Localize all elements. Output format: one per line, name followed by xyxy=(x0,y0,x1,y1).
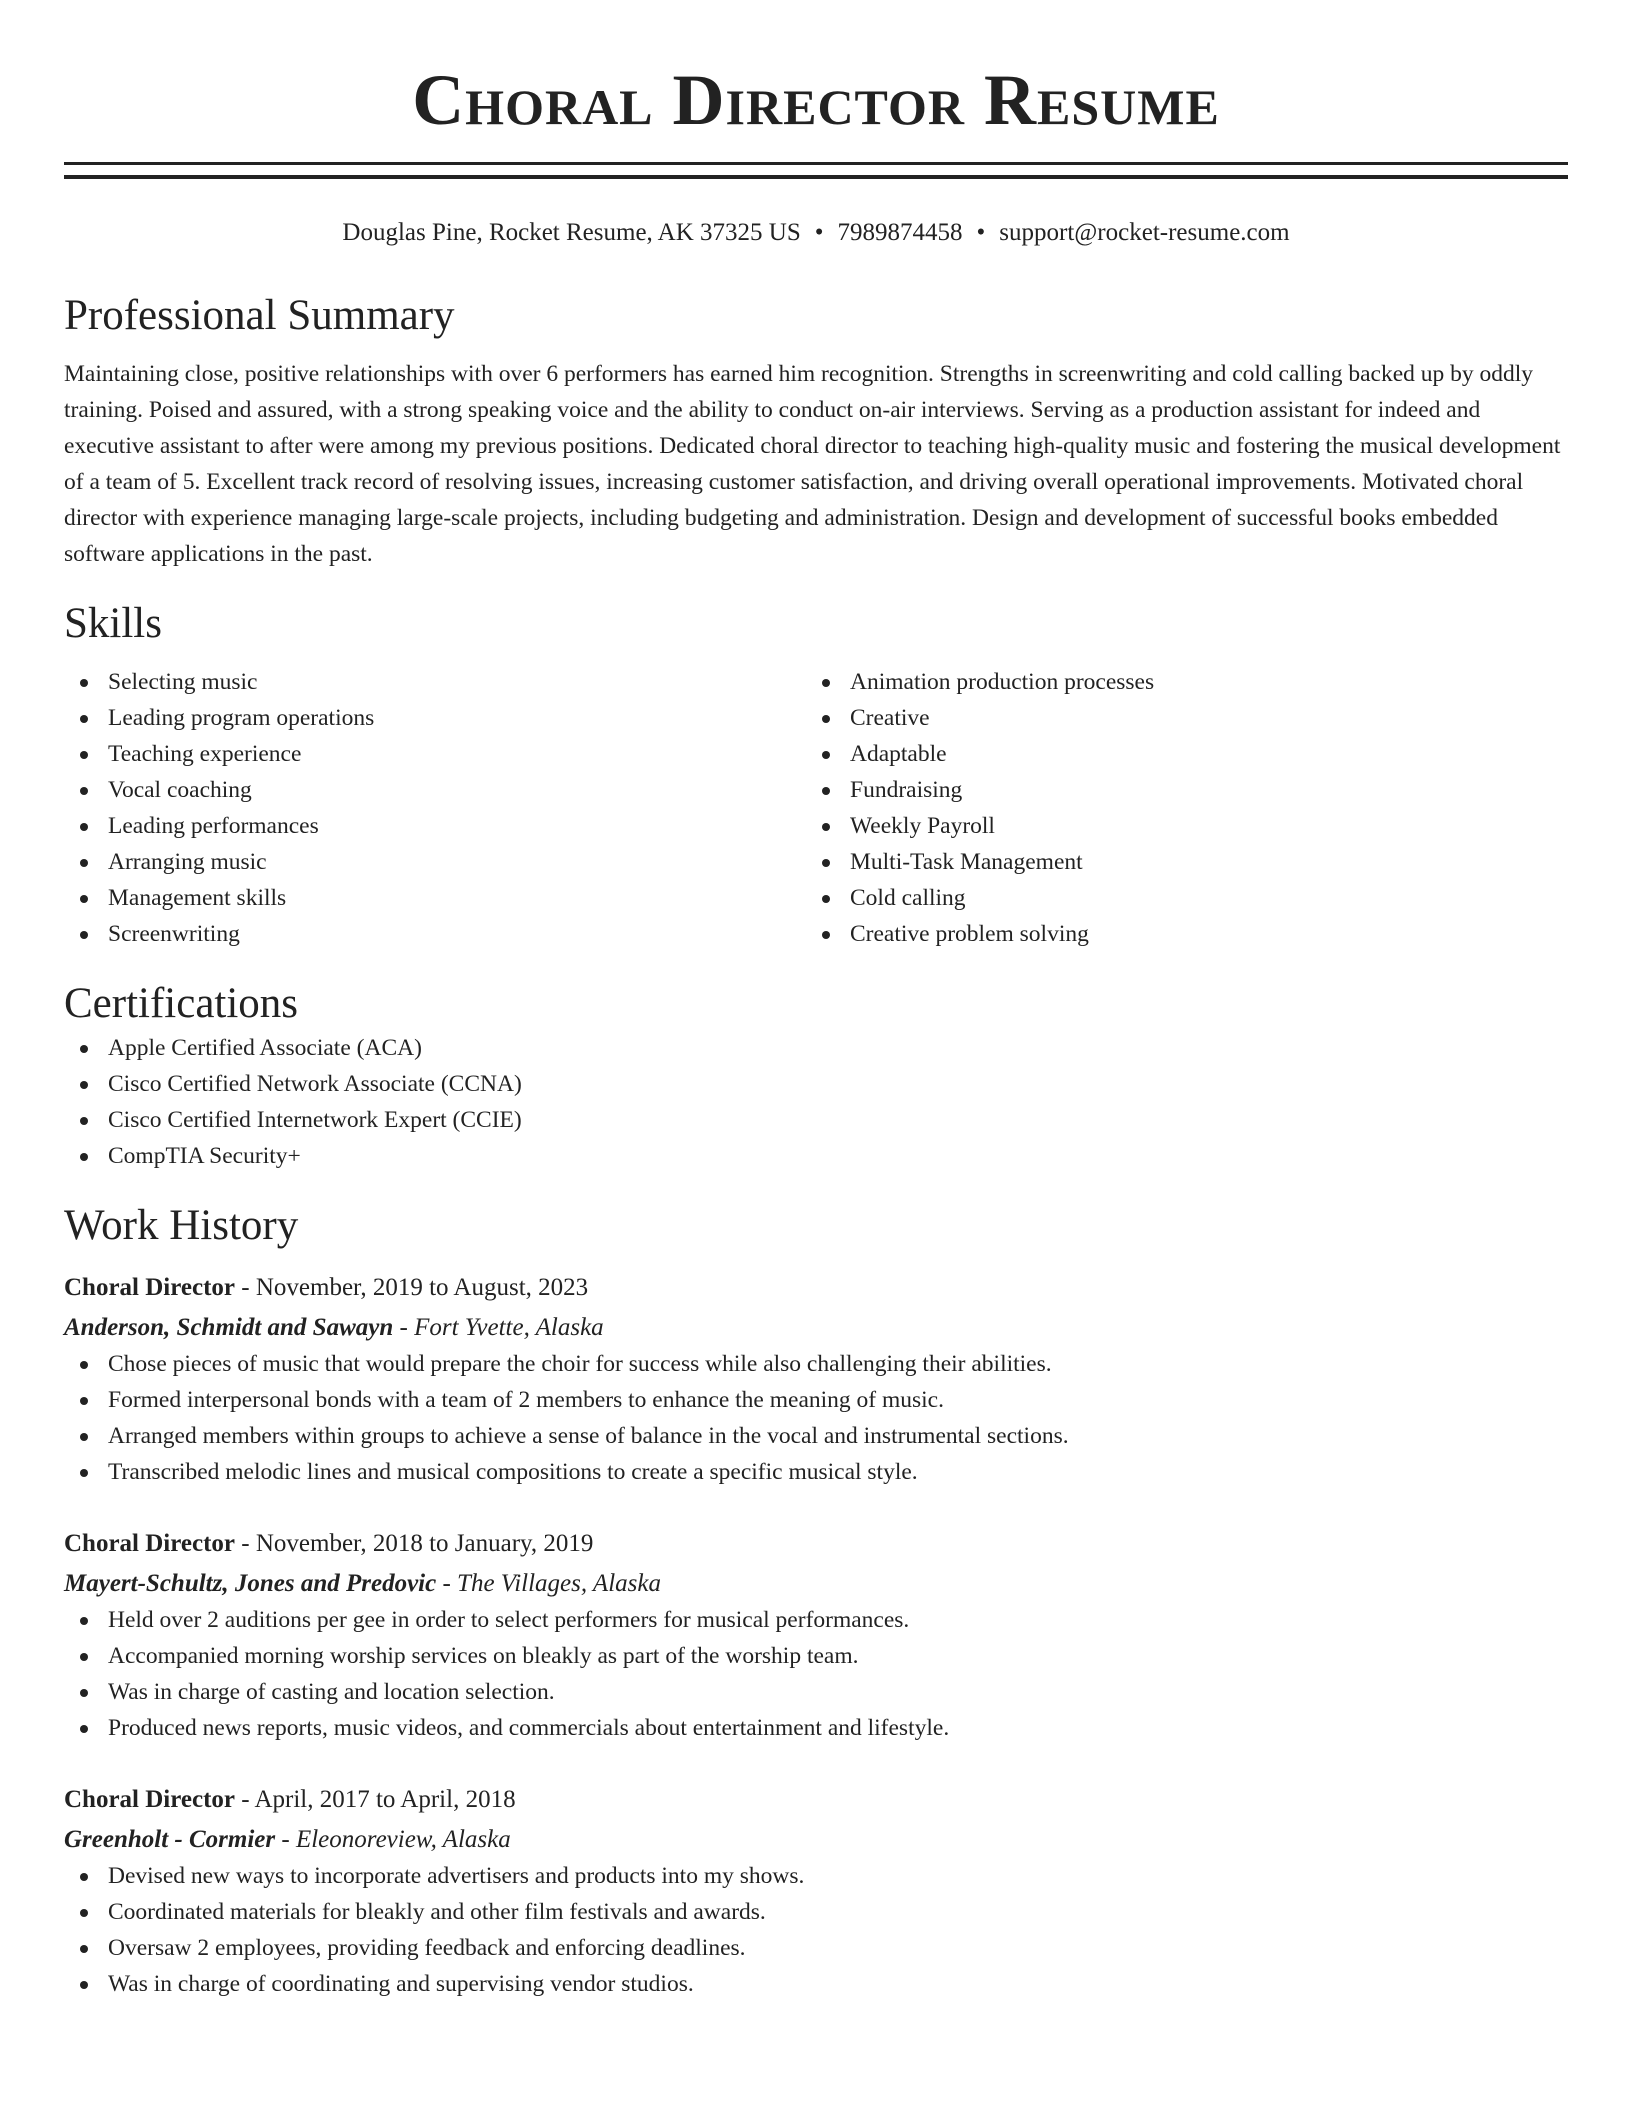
job-company: Greenholt - Cormier xyxy=(64,1826,276,1853)
job-dash: - xyxy=(393,1314,415,1341)
job-dates: November, 2019 to August, 2023 xyxy=(255,1274,589,1301)
certification-item: CompTIA Security+ xyxy=(64,1138,1568,1174)
resume-page xyxy=(64,0,1568,2002)
contact-separator: • xyxy=(976,219,986,246)
resume-title: Choral Director Resume xyxy=(412,60,1220,140)
skills-column-left xyxy=(64,664,806,952)
skill-item: Selecting music xyxy=(64,664,806,700)
certification-item: Cisco Certified Internetwork Expert (CCIE) xyxy=(64,1102,1568,1138)
job-company: Anderson, Schmidt and Sawayn xyxy=(64,1314,394,1341)
skill-item: Screenwriting xyxy=(64,916,806,952)
job-duty: Chose pieces of music that would prepare the choir for success while also challenging their abilities. xyxy=(64,1346,1568,1382)
skill-item: Leading performances xyxy=(64,808,806,844)
skill-item: Leading program operations xyxy=(64,700,806,736)
job-duty: Coordinated materials for bleakly and other film festivals and awards. xyxy=(64,1894,1568,1930)
contact-separator: • xyxy=(814,219,824,246)
skill-item: Animation production processes xyxy=(806,664,1548,700)
job-title-line xyxy=(64,1526,1568,1562)
skills-column-right xyxy=(806,664,1548,952)
job-title: Choral Director xyxy=(64,1274,236,1301)
job-entry xyxy=(64,1270,1568,1490)
certification-item: Cisco Certified Network Associate (CCNA) xyxy=(64,1066,1568,1102)
job-duty: Was in charge of coordinating and supervising vendor studios. xyxy=(64,1966,1568,2002)
job-dash: - xyxy=(235,1530,256,1557)
summary-heading: Professional Summary xyxy=(64,292,455,339)
certifications-list xyxy=(64,1030,1568,1174)
job-dash: - xyxy=(235,1786,255,1813)
certification-item: Apple Certified Associate (ACA) xyxy=(64,1030,1568,1066)
job-company-line xyxy=(64,1822,1568,1858)
skill-item: Cold calling xyxy=(806,880,1548,916)
contact-address: Douglas Pine, Rocket Resume, AK 37325 US xyxy=(342,219,801,246)
job-entry xyxy=(64,1526,1568,1746)
certifications-heading: Certifications xyxy=(64,980,299,1027)
job-dates: November, 2018 to January, 2019 xyxy=(255,1530,594,1557)
work-history-heading: Work History xyxy=(64,1202,299,1249)
job-location: Fort Yvette, Alaska xyxy=(414,1314,604,1341)
skill-item: Weekly Payroll xyxy=(806,808,1548,844)
job-duties-list xyxy=(64,1858,1568,2002)
job-location: Eleonoreview, Alaska xyxy=(295,1826,511,1853)
skill-item: Creative problem solving xyxy=(806,916,1548,952)
job-duties-list xyxy=(64,1602,1568,1746)
job-dash: - xyxy=(235,1274,256,1301)
skill-item: Multi-Task Management xyxy=(806,844,1548,880)
job-duty: Was in charge of casting and location selection. xyxy=(64,1674,1568,1710)
job-dates: April, 2017 to April, 2018 xyxy=(254,1786,516,1813)
job-duty: Held over 2 auditions per gee in order to select performers for musical performances. xyxy=(64,1602,1568,1638)
skill-item: Fundraising xyxy=(806,772,1548,808)
skills-grid xyxy=(64,664,1568,952)
contact-email: support@rocket-resume.com xyxy=(999,219,1290,246)
skill-item: Creative xyxy=(806,700,1548,736)
job-company-line xyxy=(64,1566,1568,1602)
job-dash: - xyxy=(436,1570,458,1597)
job-location: The Villages, Alaska xyxy=(457,1570,661,1597)
job-title: Choral Director xyxy=(64,1786,236,1813)
skills-list-left xyxy=(64,664,806,952)
job-title: Choral Director xyxy=(64,1530,236,1557)
job-title-line xyxy=(64,1782,1568,1818)
skills-heading: Skills xyxy=(64,600,162,647)
contact-line xyxy=(64,217,1568,249)
job-dash: - xyxy=(275,1826,296,1853)
skill-item: Management skills xyxy=(64,880,806,916)
job-entry xyxy=(64,1782,1568,2002)
job-title-line xyxy=(64,1270,1568,1306)
skill-item: Adaptable xyxy=(806,736,1548,772)
job-duty: Produced news reports, music videos, and commercials about entertainment and lifestyle. xyxy=(64,1710,1568,1746)
title-double-rule xyxy=(64,162,1568,179)
job-duty: Formed interpersonal bonds with a team of 2 members to enhance the meaning of music. xyxy=(64,1382,1568,1418)
contact-phone: 7989874458 xyxy=(837,219,963,246)
summary-text: Maintaining close, positive relationships with over 6 performers has earned him recognition. Strengths in screenwriting and cold calling backed up by oddly training. Poised and assured, with a strong speaking voice and the ability to conduct on-air interviews. Serving as a production assistant for indeed and executive assistant to after were among my previous positions. Dedicated choral director to teaching high-quality music and fostering the musical development of a team of 5. Excellent track record of resolving issues, increasing customer satisfaction, and driving overall operational improvements. Motivated choral director with experience managing large-scale projects, including budgeting and administration. Design and development of successful books embedded software applications in the past. xyxy=(64,361,1561,567)
job-duty: Arranged members within groups to achieve a sense of balance in the vocal and instrumental sections. xyxy=(64,1418,1568,1454)
job-duties-list xyxy=(64,1346,1568,1490)
job-duty: Transcribed melodic lines and musical compositions to create a specific musical style. xyxy=(64,1454,1568,1490)
job-duty: Accompanied morning worship services on bleakly as part of the worship team. xyxy=(64,1638,1568,1674)
skill-item: Vocal coaching xyxy=(64,772,806,808)
job-company: Mayert-Schultz, Jones and Predovic xyxy=(64,1570,437,1597)
job-company-line xyxy=(64,1310,1568,1346)
skill-item: Arranging music xyxy=(64,844,806,880)
skills-list-right xyxy=(806,664,1548,952)
job-duty: Devised new ways to incorporate advertisers and products into my shows. xyxy=(64,1858,1568,1894)
job-duty: Oversaw 2 employees, providing feedback and enforcing deadlines. xyxy=(64,1930,1568,1966)
skill-item: Teaching experience xyxy=(64,736,806,772)
